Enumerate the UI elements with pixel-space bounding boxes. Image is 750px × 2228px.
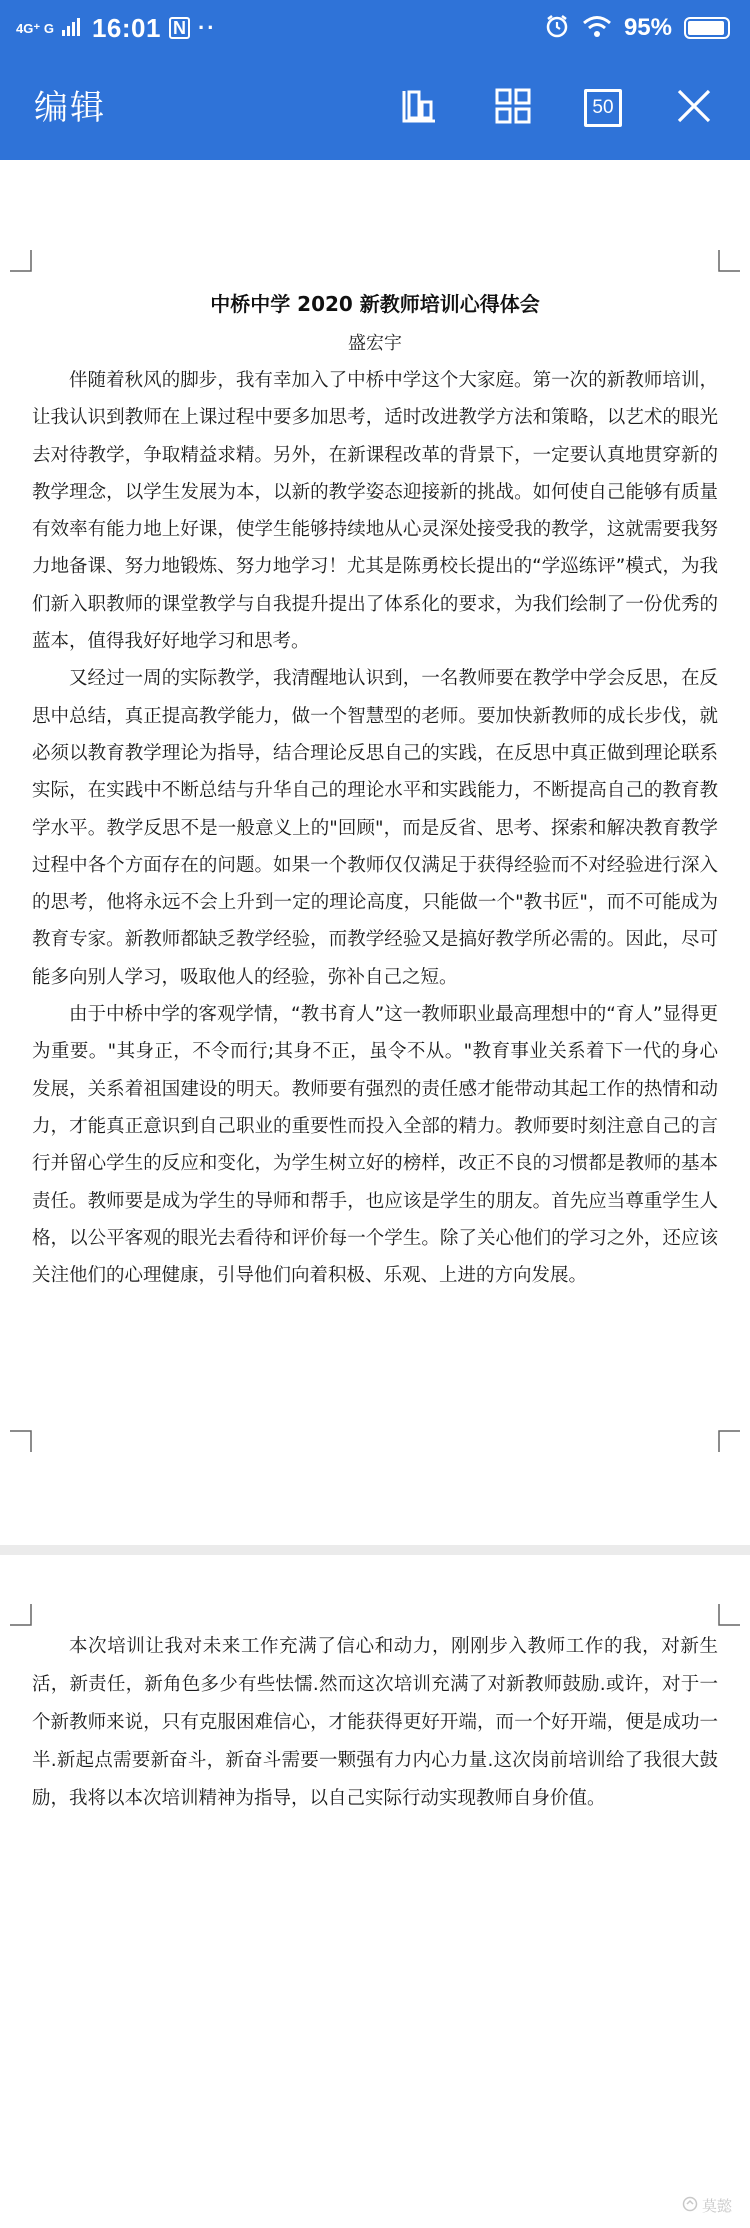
page-count-button[interactable]	[577, 82, 629, 134]
network-indicator: 4G⁺ G	[16, 20, 54, 36]
page-corner-top-left	[10, 1604, 32, 1626]
close-button[interactable]	[668, 82, 720, 134]
page-count-icon: 50	[584, 89, 622, 127]
paragraph: 由于中桥中学的客观学情，“教书育人”这一教师职业最高理想中的“育人”显得更为重要。"其身正，不令而行;其身不正，虽令不从。"教育事业关系着下一代的身心发展，关系着祖国建设的明天。教师要有强烈的责任感才能带动其起工作的热情和动力，才能真正意识到自己职业的重要性而投入全部的精力。教师要时刻注意自己的言行并留心学生的反应和变化，为学生树立好的榜样，改正不良的习惯都是教师的基本责任。教师要是成为学生的导师和帮手，也应该是学生的朋友。首先应当尊重学生人格，以公平客观的眼光去看待和评价每一个学生。除了关心他们的学习之外，还应该关注他们的心理健康，引导他们向着积极、乐观、上进的方向发展。	[32, 1004, 718, 1287]
editor-toolbar	[0, 56, 750, 160]
more-notifications-indicator: ··	[197, 15, 217, 40]
battery-icon	[684, 17, 730, 39]
battery-percent: 95%	[623, 14, 672, 41]
document-author: 盛宏宇	[348, 333, 402, 354]
wifi-icon	[582, 14, 612, 43]
close-icon	[674, 86, 714, 130]
paragraph: 本次培训让我对未来工作充满了信心和动力，刚刚步入教师工作的我，对新生活，新责任，新角色多少有些怯懦.然而这次培训充满了对新教师鼓励.或许，对于一个新教师来说，只有克服困难信心，才能获得更好开端，而一个好开端，便是成功一半.新起点需要新奋斗，新奋斗需要一颗强有力内心力量.这次岗前培训给了我很大鼓励，我将以本次培训精神为指导，以自己实际行动实现教师自身价值。	[32, 1636, 718, 1809]
document-body-page-2[interactable]	[32, 1628, 718, 1818]
page-corner-top-right	[718, 1604, 740, 1626]
layout-button[interactable]	[393, 82, 445, 134]
layout-icon	[399, 86, 439, 130]
page-corner-bottom-right	[718, 1430, 740, 1452]
document-title: 中桥中学 2020 新教师培训心得体会	[210, 292, 540, 316]
signal-icon	[62, 16, 84, 41]
edit-button[interactable]: 编辑	[34, 88, 106, 128]
status-time: 16:01	[91, 12, 161, 43]
status-bar	[0, 0, 750, 56]
page-corner-bottom-left	[10, 1430, 32, 1452]
page-corner-top-right	[718, 250, 740, 272]
alarm-icon	[544, 13, 570, 44]
paragraph: 伴随着秋风的脚步，我有幸加入了中桥中学这个大家庭。第一次的新教师培训，让我认识到教师在上课过程中要多加思考，适时改进教学方法和策略，以艺术的眼光去对待教学，争取精益求精。另外，在新课程改革的背景下，一定要认真地贯穿新的教学理念，以学生发展为本，以新的教学姿态迎接新的挑战。如何使自己能够有质量有效率有能力地上好课，使学生能够持续地从心灵深处接受我的教学，这就需要我努力地备课、努力地锻炼、努力地学习！尤其是陈勇校长提出的“学巡练评”模式，为我们新入职教师的课堂教学与自我提升提出了体系化的要求，为我们绘制了一份优秀的蓝本，值得我好好地学习和思考。	[32, 370, 718, 653]
paragraph: 又经过一周的实际教学，我清醒地认识到，一名教师要在教学中学会反思，在反思中总结，真正提高教学能力，做一个智慧型的老师。要加快新教师的成长步伐，就必须以教育教学理论为指导，结合理论反思自己的实践，在反思中真正做到理论联系实际，在实践中不断总结与升华自己的理论水平和实践能力，不断提高自己的教育教学水平。教学反思不是一般意义上的"回顾"，而是反省、思考、探索和解决教育教学过程中各个方面存在的问题。如果一个教师仅仅满足于获得经验而不对经验进行深入的思考，他将永远不会上升到一定的理论高度，只能做一个"教书匠"，而不可能成为教育专家。新教师都缺乏教学经验，而教学经验又是搞好教学所必需的。因此，尽可能多向别人学习，吸取他人的经验，弥补自己之短。	[32, 668, 718, 988]
page-separator	[0, 1545, 750, 1555]
watermark-text: 莫懿	[701, 2197, 732, 2215]
watermark-icon	[682, 2196, 698, 2216]
grid-view-button[interactable]	[487, 82, 539, 134]
document-body-page-1[interactable]	[32, 362, 718, 1294]
notification-icon: N	[169, 17, 190, 39]
battery-level-fill	[688, 21, 724, 35]
grid-icon	[493, 86, 533, 130]
watermark	[682, 2195, 732, 2216]
page-corner-top-left	[10, 250, 32, 272]
